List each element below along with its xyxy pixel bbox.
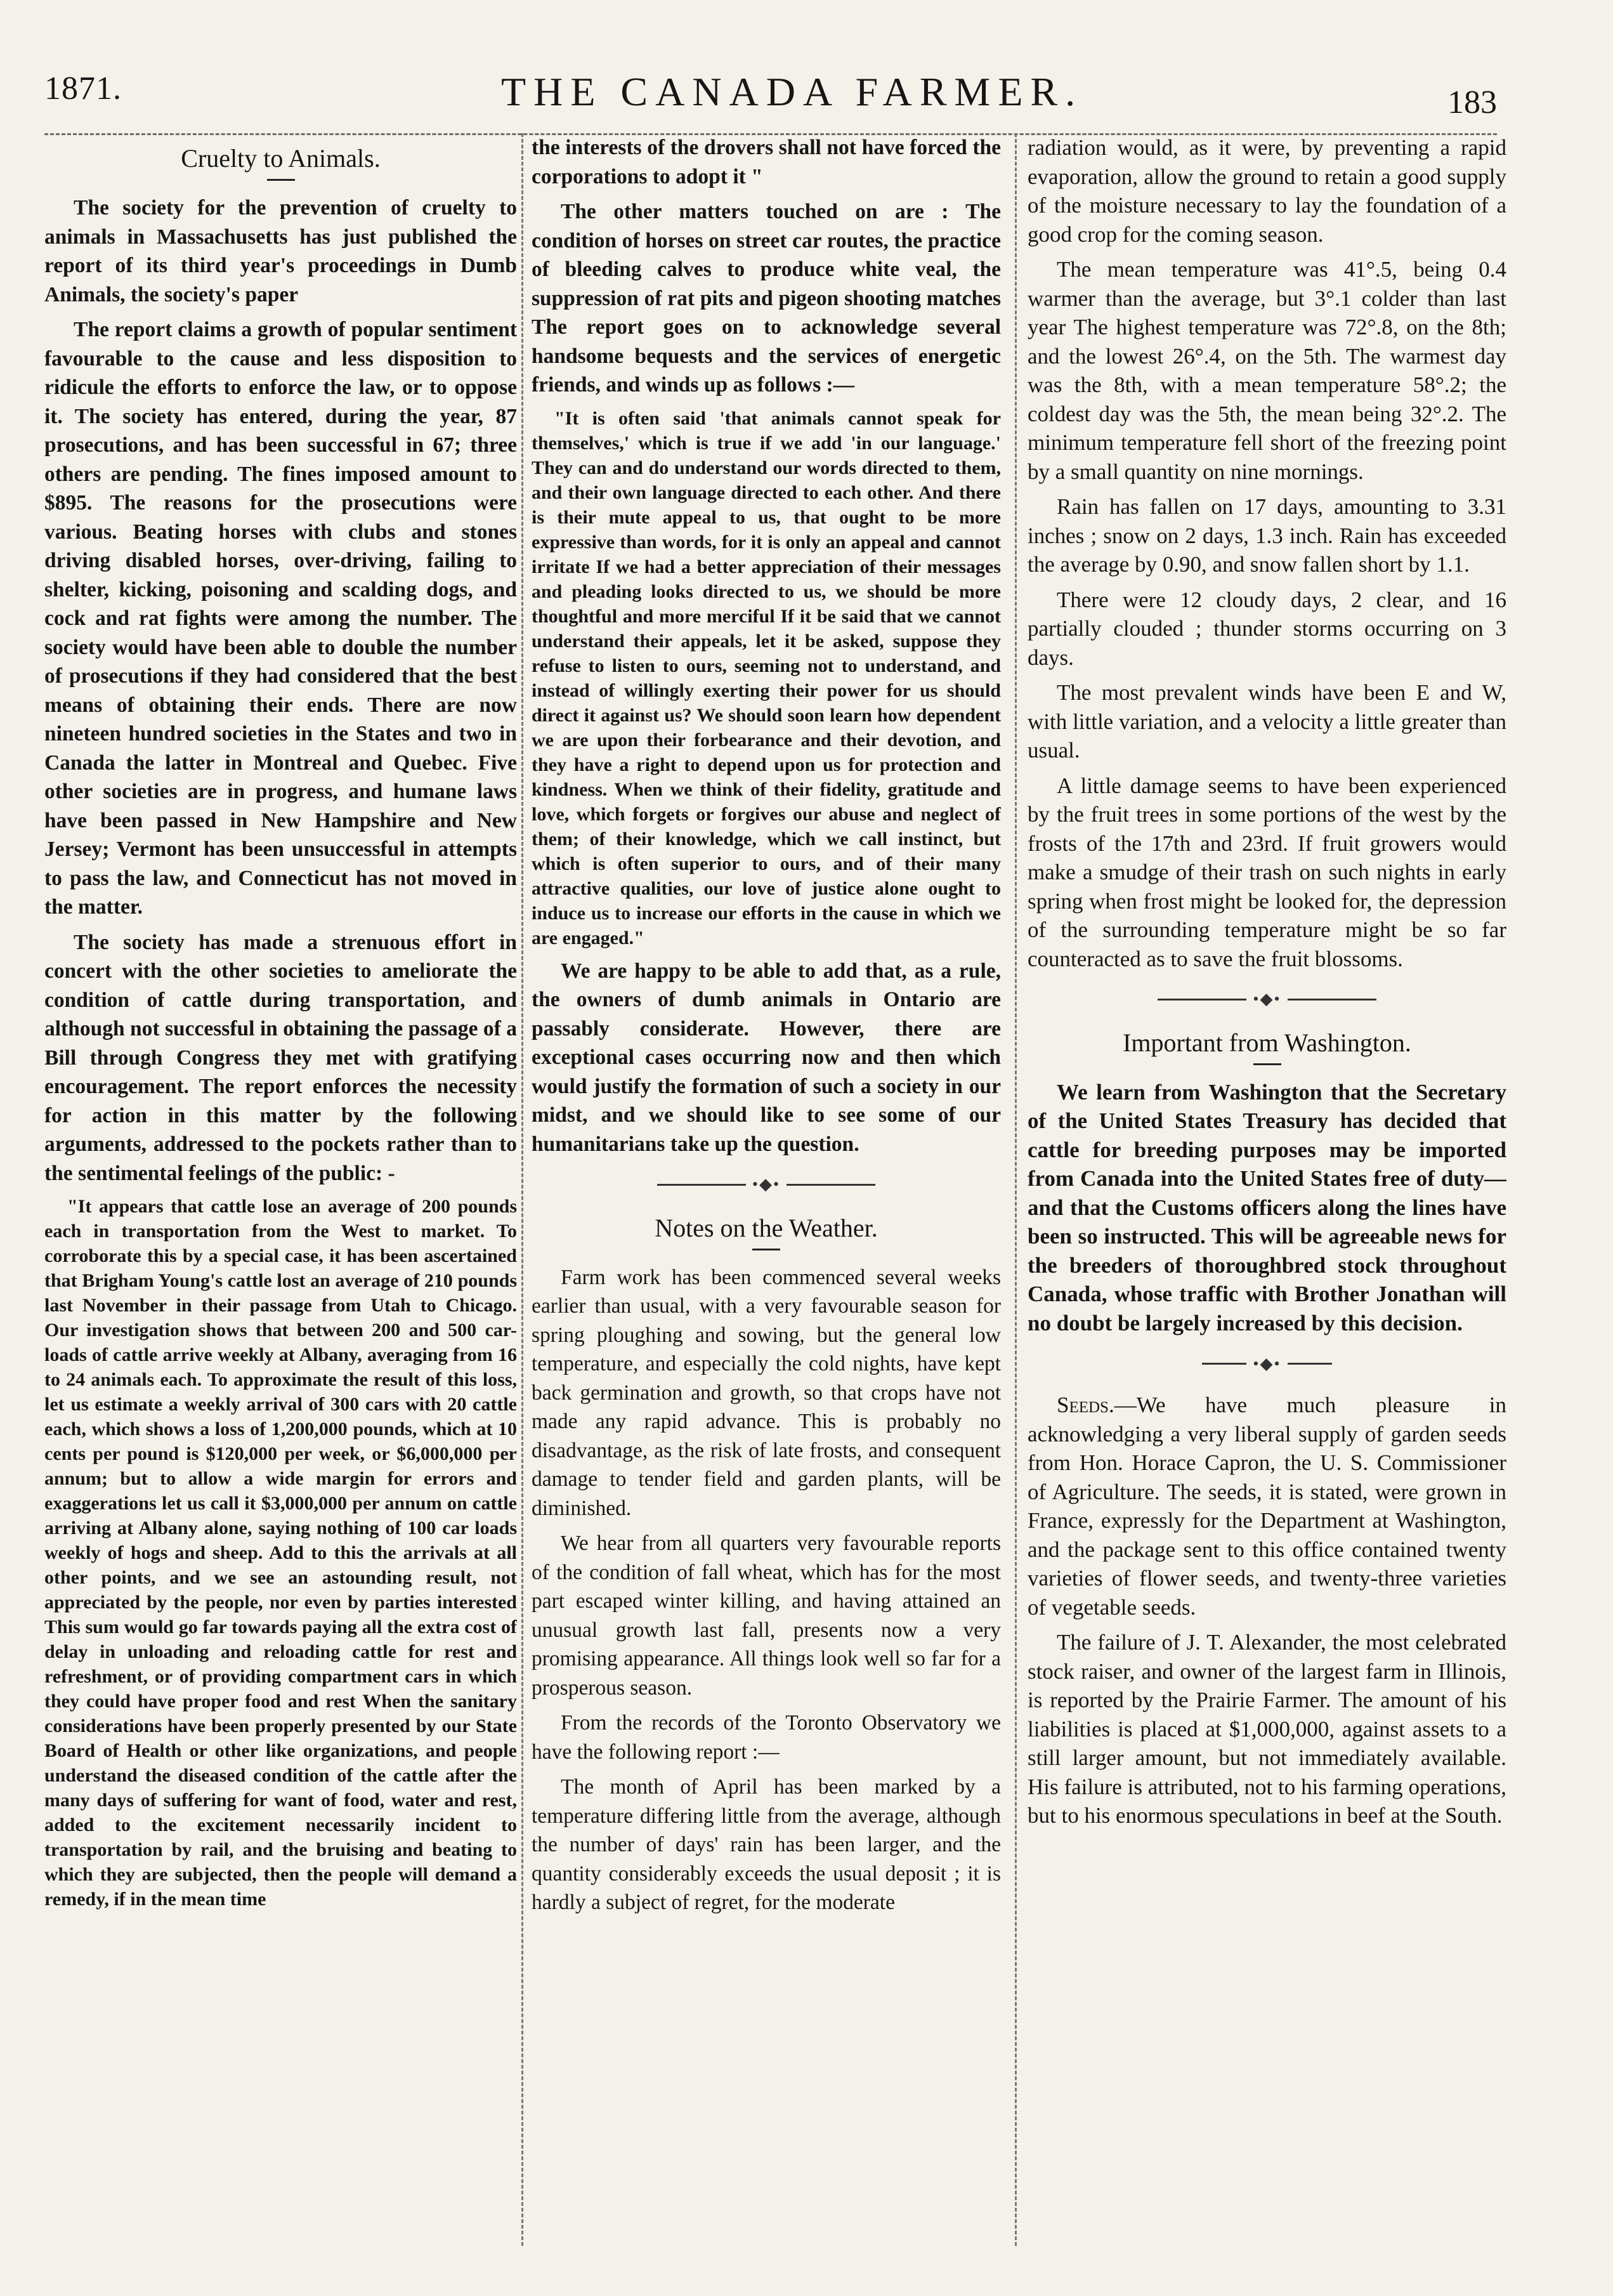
paragraph: There were 12 cloudy days, 2 clear, and 16 partially clouded ; thunder storms occurring on 3 days. (1028, 587, 1506, 670)
heading-rule (1253, 1063, 1281, 1065)
page-number: 183 (1447, 84, 1497, 121)
paragraph: The report claims a growth of popular sentiment favourable to the cause and less disposition to ridicule the efforts to enforce the law, or to oppose it. The society has entered, during the year, 87 prosecutions, and has been successful in 67; three others are pending. The fines imposed amount to $895. The reasons for the prosecutions were various. Beating horses with clubs and stones driving disabled horses, over-driving, failing to shelter, kicking, poisoning and scalding dogs, and cock and rat fights were among the number. The society would have been able to double the number of prosecutions if they had considered that the best means of obtaining their ends. There are now nineteen hundred societies in the States and two in Canada the latter in Montreal and Quebec. Five other societies are in progress, and humane laws have been passed in New Hampshire and New Jersey; Vermont has been unsuccessful in attempts to pass the law, and Connecticut has not moved in the matter. (44, 318, 517, 919)
quoted-paragraph: "It is often said 'that animals cannot speak for themselves,' which is true if we add 'in our language.' They can and do understand our words directed to them, and their own language directed to each other. And there is their mute appeal to us, that ought to be more expressive than words, for it is only an appeal and cannot irritate If we had a better appreciation of their messages and pleading looks directed to us, we should be more thoughtful and more merciful If it be said that we cannot understand their appeals, let it be asked, suppose they refuse to listen to ours, seeming not to understand, and instead of willingly exerting their power for us should direct it against us? We should soon learn how dependent we are upon their forbearance and their devotion, and they have a right to depend upon us for protection and kindness. When we think of their fidelity, gratitude and love, which forgets or forgives our abuse and neglect of them; of their knowledge, which we call instinct, but which is often superior to ours, and of their many attractive qualities, our love of justice alone ought to induce us to increase our efforts in the cause in which we are engaged." (532, 407, 1001, 948)
run-in-heading-seeds: Seeds. (1057, 1393, 1114, 1418)
paragraph-text: —We have much pleasure in acknowledging a very liberal supply of garden seeds from Hon. Horace Capron, the U. S. Commissioner of Agriculture. The seeds, it is stated, were grown in France, expressly for the Department at Washington, and the package sent to this office contained twenty varieties of flower seeds, and twenty-three varieties of vegetable seeds. (1028, 1393, 1506, 1620)
paragraph: We are happy to be able to add that, as a rule, the owners of dumb animals in Ontario are passably considerate. However, there are exceptional cases occurring now and then which would justify the formation of such a society in our midst, and we should like to see some of our humanitarians take up the question. (532, 959, 1001, 1156)
paragraph: A little damage seems to have been experienced by the fruit trees in some portions of the west by the frosts of the 17th and 23rd. If fruit growers would make a smudge of their trash on such nights in early spring when frost might be looked for, the depression of the surrounding temperature might be so far counteracted as to save the fruit blossoms. (1028, 773, 1506, 971)
heading-rule (752, 1249, 780, 1250)
section-ornament: •◆• (1028, 1348, 1506, 1378)
paragraph: The mean temperature was 41°.5, being 0.4 warmer than the average, but 3°.1 colder than last year The highest temperature was 72°.8, on the 8th; and the lowest 26°.4, on the 5th. The warmest day was the 8th, with a mean temperature 58°.2; the coldest day was the 5th, the mean being 32°.2. The minimum temperature fell short of the freezing point by a small quantity on nine mornings. (1028, 257, 1506, 484)
paragraph: The failure of J. T. Alexander, the most celebrated stock raiser, and owner of the largest farm in Illinois, is reported by the Prairie Farmer. The amount of his liabilities is placed at $1,000,000, against assets to a still larger amount, but not immediately available. His failure is attributed, not to his farming operations, but to his enormous speculations in beef at the South. (1028, 1630, 1506, 1828)
issue-year: 1871. (44, 70, 122, 107)
paragraph (1028, 1391, 1506, 1622)
article-heading-washington: Important from Washington. (1123, 1028, 1411, 1057)
paragraph: We hear from all quarters very favourable reports of the condition of fall wheat, which has for the most part escaped winter killing, and having attained an unusual growth last fall, presents now a very promising appearance. All things look well so far for a prosperous season. (532, 1532, 1001, 1700)
column-divider (521, 133, 523, 2246)
paragraph: The month of April has been marked by a temperature differing little from the average, although the number of days' rain has been larger, and the quantity considerably exceeds the usual deposit ; it is hardly a subject of regret, for the moderate (532, 1775, 1001, 1915)
masthead (44, 38, 1497, 121)
section-ornament: •◆• (532, 1169, 1001, 1199)
column-1 (44, 133, 517, 2259)
article-heading-weather: Notes on the Weather. (655, 1213, 878, 1242)
paragraph: From the records of the Toronto Observatory we have the following report :— (532, 1711, 1001, 1764)
column-2 (532, 133, 1001, 2259)
column-divider (1015, 133, 1017, 2246)
paragraph: The most prevalent winds have been E and W, with little variation, and a velocity a little greater than usual. (1028, 680, 1506, 763)
paragraph: The other matters touched on are : The condition of horses on street car routes, the practice of bleeding calves to produce white veal, the suppression of rat pits and pigeon shooting matches The report goes on to acknowledge several handsome bequests and the services of energetic friends, and winds up as follows :— (532, 200, 1001, 397)
paragraph: Farm work has been commenced several weeks earlier than usual, with a very favourable season for spring ploughing and sowing, but the general low temperature, and especially the cold nights, have kept back germination and growth, so that crops have not made any rapid advance. This is probably no disadvantage, as the risk of late frosts, and consequent damage to tender field and garden plants, will be diminished. (532, 1265, 1001, 1520)
paragraph: The society for the prevention of cruelty to animals in Massachusetts has just published the report of its third year's proceedings in Dumb Animals, the society's paper (44, 196, 517, 306)
article-heading-cruelty: Cruelty to Animals. (181, 144, 381, 173)
heading-rule (267, 179, 295, 181)
column-3 (1028, 133, 1506, 2259)
paragraph: radiation would, as it were, by preventing a rapid evaporation, allow the ground to retain a good supply of the moisture necessary to lay the foundation of a good crop for the coming season. (1028, 135, 1506, 247)
paragraph: We learn from Washington that the Secretary of the United States Treasury has decided that cattle for breeding purposes may be imported from Canada into the United States free of duty—and that the Customs officers along the lines have been so instructed. This will be agreeable news for the breeders of thoroughbred stock throughout Canada, whose traffic with Brother Jonathan will no doubt be largely increased by this decision. (1028, 1079, 1506, 1335)
newspaper-title: THE CANADA FARMER. (501, 69, 1083, 114)
quoted-paragraph: "It appears that cattle lose an average of 200 pounds each in transportation from the West to market. To corroborate this by a special case, it has been ascertained that Brigham Young's cattle lost an average of 210 pounds last November in their passage from Utah to Chicago. Our investigation shows that between 200 and 500 car-loads of cattle arrive weekly at Albany, averaging from 16 to 24 animals each. To approximate the result of this loss, let us estimate a weekly arrival of 300 cars with 20 cattle each, which shows a loss of 1,200,000 pounds, which at 10 cents per pound is $120,000 per week, or $6,000,000 per annum; but to allow a wide margin for errors and exaggerations let us call it $3,000,000 per annum on cattle arriving at Albany alone, saying nothing of 100 car loads weekly of hogs and sheep. Add to this the arrivals at all other points, and we see an astounding result, not appreciated by the people, nor even by parties interested This sum would go far towards paying all the extra cost of delay in unloading and reloading cattle for rest and refreshment, or of providing compartment cars in which they could have proper food and rest When the sanitary considerations have been properly presented by our State Board of Health or other like organizations, and people understand the diseased condition of the cattle after the many days of suffering for want of food, water and rest, added to the excitement necessarily incident to transportation by rail, and the bruising and beating to which they are subjected, then the people will demand a remedy, if in the mean time (44, 1196, 517, 1910)
paragraph: Rain has fallen on 17 days, amounting to 3.31 inches ; snow on 2 days, 1.3 inch. Rain has exceeded the average by 0.90, and snow fallen short by 1.1. (1028, 494, 1506, 577)
paragraph: The society has made a strenuous effort in concert with the other societies to ameliorate the condition of cattle during transportation, and although not successful in obtaining the passage of a Bill through Congress they met with gratifying encouragement. The report enforces the necessity for action in this matter by the following arguments, addressed to the pockets rather than to the sentimental feelings of the public: - (44, 930, 517, 1185)
paragraph: the interests of the drovers shall not have forced the corporations to adopt it " (532, 136, 1001, 188)
section-ornament: •◆• (1028, 983, 1506, 1014)
